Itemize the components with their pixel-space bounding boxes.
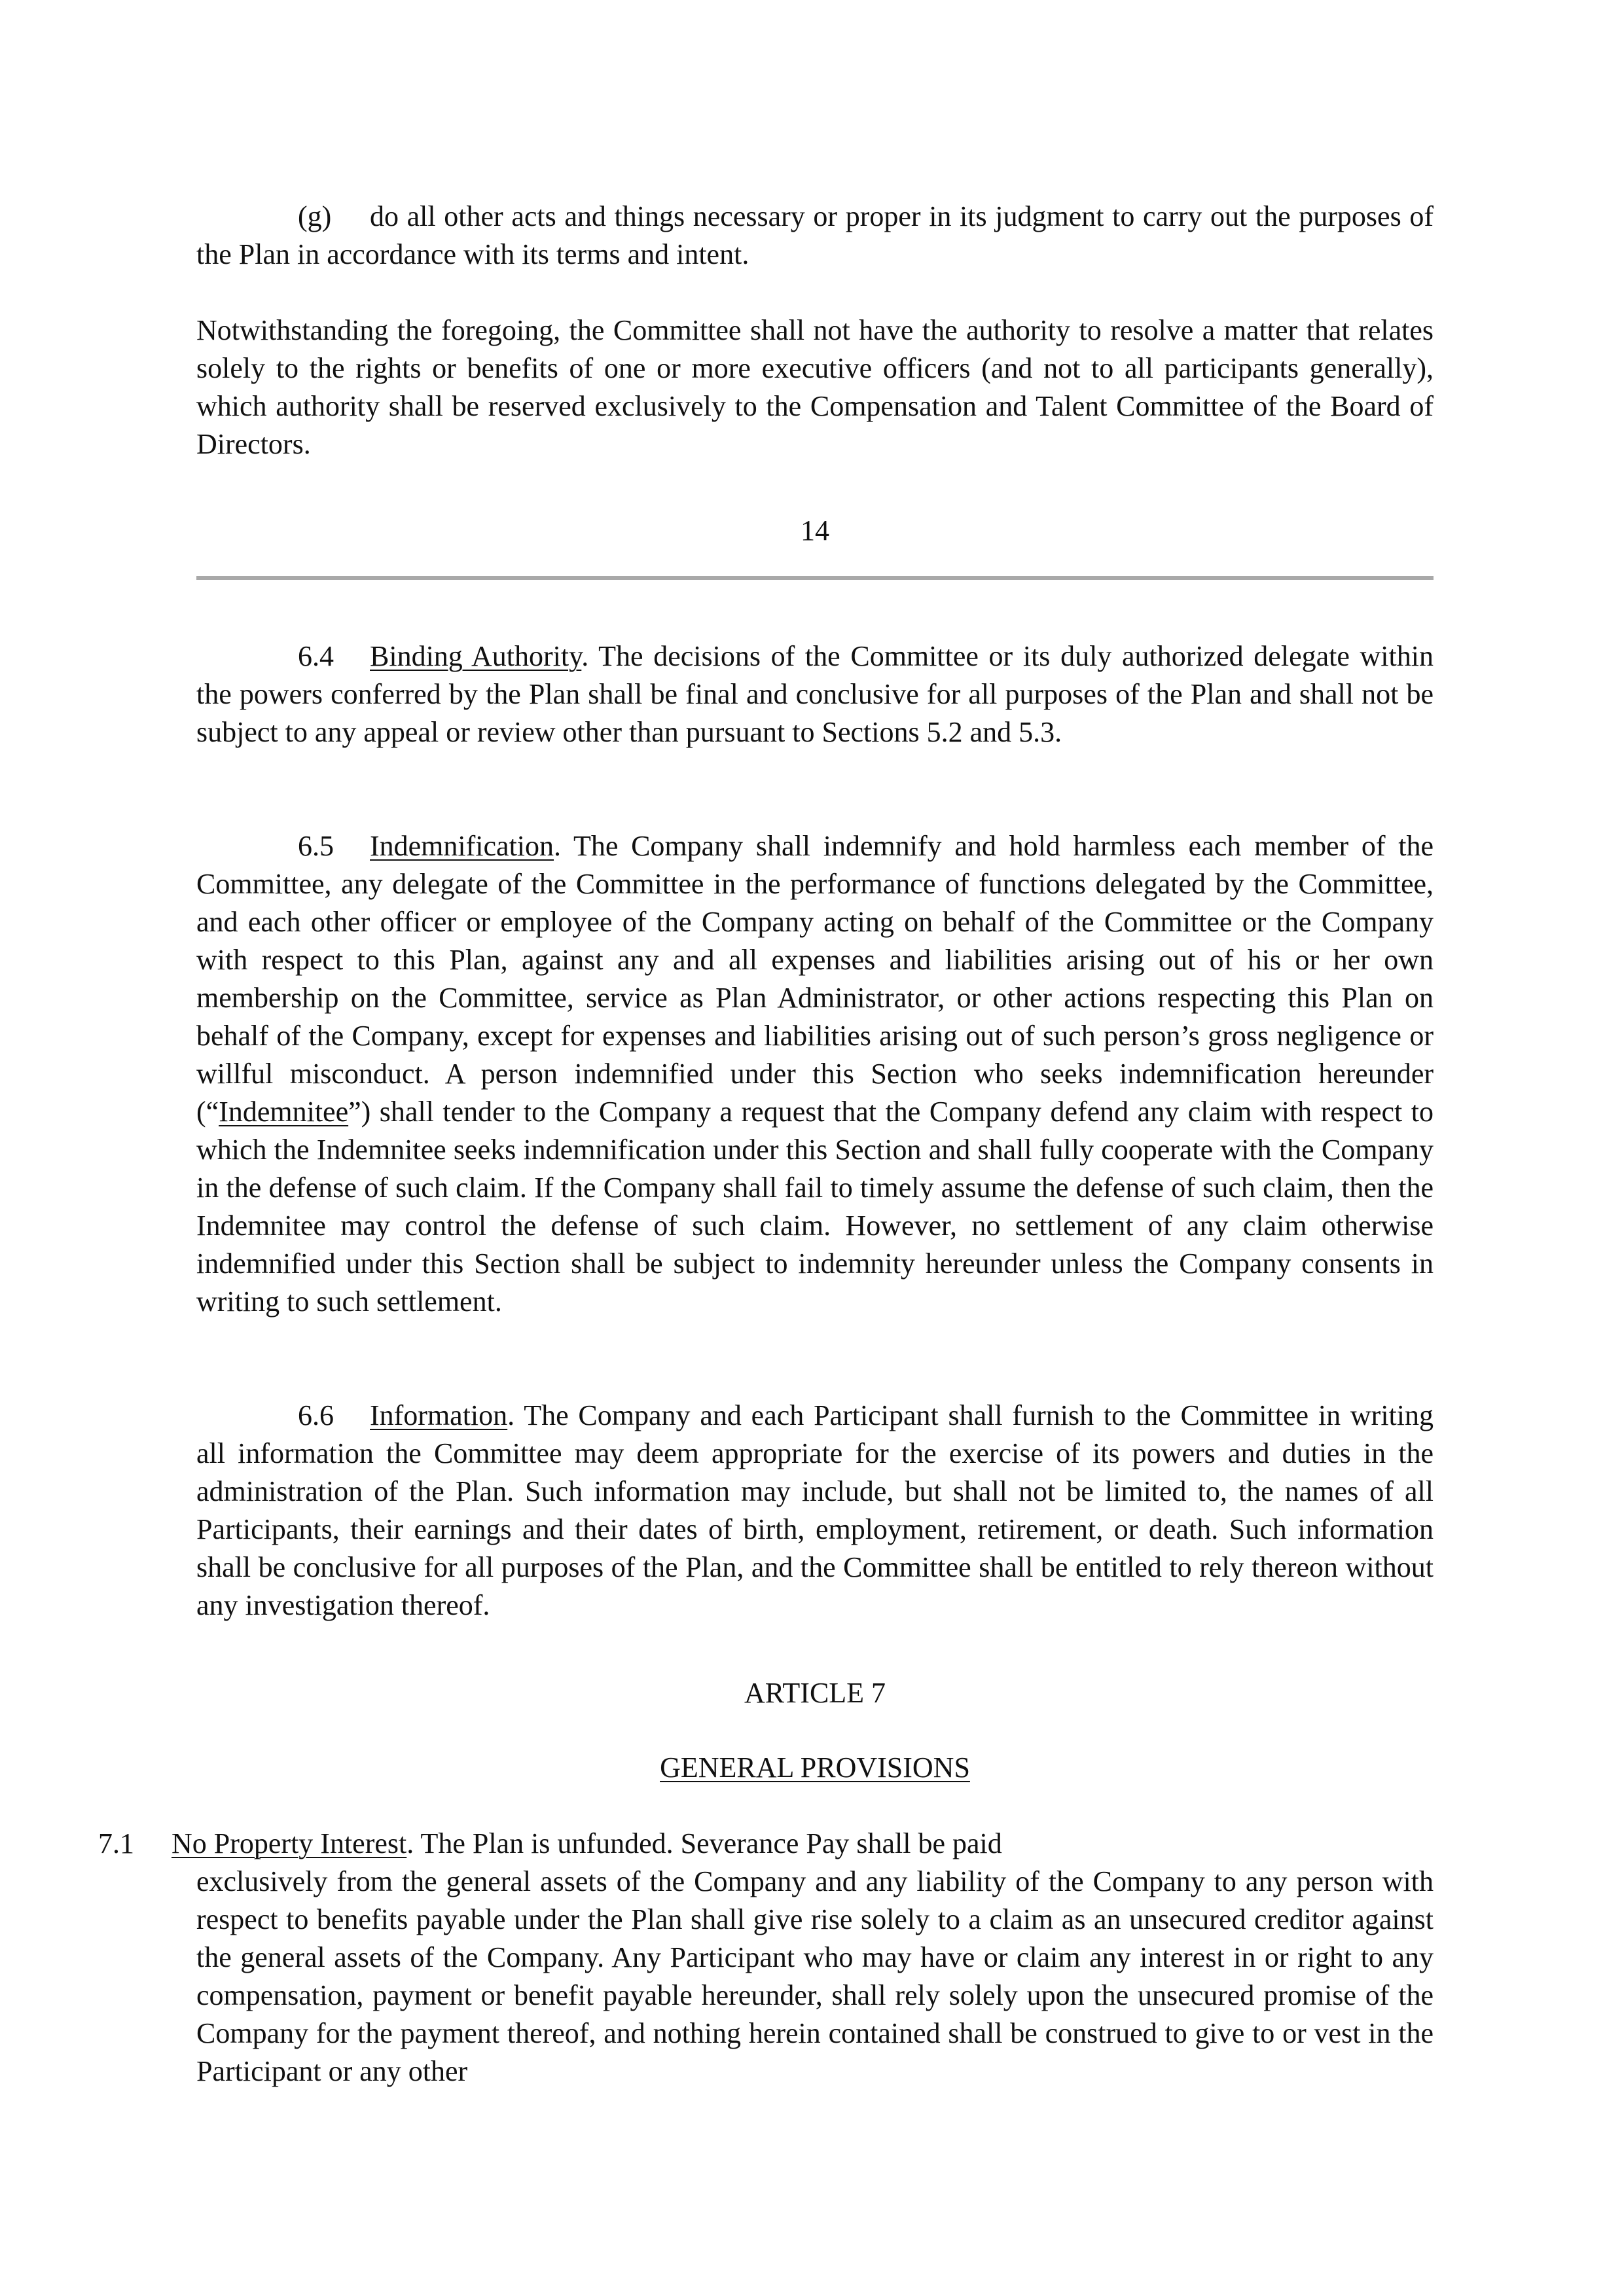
section-7-1-continuation: exclusively from the general assets of the Company and any liability of the Company to any person with respect to benefits payable under the Plan shall give rise solely to a claim as an unsecured creditor against the general assets of the Company. Any Participant who may have or claim any interest in or right to any compensation, payment or benefit payable hereunder, shall rely solely upon the unsecured promise of the Company for the payment thereof, and nothing herein contained shall be construed to give to or vest in the Participant or any other — [196, 1865, 1434, 2087]
article-label: ARTICLE 7 — [744, 1677, 886, 1709]
article-title — [196, 1749, 1434, 1787]
page-break-divider — [196, 576, 1434, 580]
section-6-6-text: . The Company and each Participant shall furnish to the Committee in writing all information the Committee may deem appropriate for the exercise of its powers and duties in the administration of the Plan. Such information may include, but shall not be limited to, the names of all Participants, their earnings and their dates of birth, employment, retirement, or death. Such information shall be conclusive for all purposes of the Plan, and the Committee shall be entitled to rely thereon without any investigation thereof. — [196, 1399, 1434, 1621]
section-6-6-number: 6.6 — [298, 1399, 334, 1431]
section-6-4-heading: Binding Authority — [370, 640, 582, 672]
section-6-4 — [196, 637, 1434, 751]
section-6-6-heading: Information — [370, 1399, 508, 1431]
indemnitee-defined-term: Indemnitee — [219, 1096, 349, 1128]
section-6-5-heading: Indemnification — [370, 830, 554, 862]
paragraph-g-text: do all other acts and things necessary or proper in its judgment to carry out the purposes of the Plan in accordance with its terms and intent. — [196, 200, 1434, 270]
section-7-1-number: 7.1 — [98, 1827, 134, 1859]
article-title-text: GENERAL PROVISIONS — [660, 1751, 970, 1784]
section-6-4-text: . The decisions of the Committee or its duly authorized delegate within the powers conferred by the Plan shall be final and conclusive for all purposes of the Plan and shall not be subject to any appeal or review other than pursuant to Sections 5.2 and 5.3. — [196, 640, 1434, 748]
section-6-5-number: 6.5 — [298, 830, 334, 862]
section-7-1-first-line-text: . The Plan is unfunded. Severance Pay shall be paid — [406, 1827, 1002, 1859]
section-6-4-number: 6.4 — [298, 640, 334, 672]
paragraph-g — [196, 198, 1434, 274]
section-6-6 — [196, 1397, 1434, 1624]
section-6-5 — [196, 827, 1434, 1321]
notwithstanding-paragraph: Notwithstanding the foregoing, the Committee shall not have the authority to resolve a matter that relates solely to the rights or benefits of one or more executive officers (and not to all participants generally), which authority shall be reserved exclusively to the Compensation and Talent Committee of the Board of Directors. — [196, 314, 1434, 460]
paragraph-g-label: (g) — [298, 200, 332, 232]
section-7-1-heading: No Property Interest — [171, 1827, 407, 1859]
section-6-5-text-a: . The Company shall indemnify and hold harmless each member of the Committee, any delegate of the Committee in the performance of functions delegated by the Committee, and each other officer or employee of the Company acting on behalf of the Committee or the Company with respect to this Plan, against any and all expenses and liabilities arising out of his or her own membership on the Committee, service as Plan Administrator, or other actions respecting this Plan on behalf of the Company, except for expenses and liabilities arising out of such person’s gross negligence or willful misconduct. A person indemnified under this Section who seeks indemnification hereunder (“ — [196, 830, 1434, 1128]
page-number: 14 — [801, 514, 829, 547]
section-6-5-text-b: ”) shall tender to the Company a request that the Company defend any claim with respect to which the Indemnitee seeks indemnification under this Section and shall fully cooperate with the Company in the defense of such claim. If the Company shall fail to timely assume the defense of such claim, then the Indemnitee may control the defense of such claim. However, no settlement of any claim otherwise indemnified under this Section shall be subject to indemnity hereunder unless the Company consents in writing to such settlement. — [196, 1096, 1434, 1318]
section-7-1-first-line — [171, 1825, 1002, 1863]
